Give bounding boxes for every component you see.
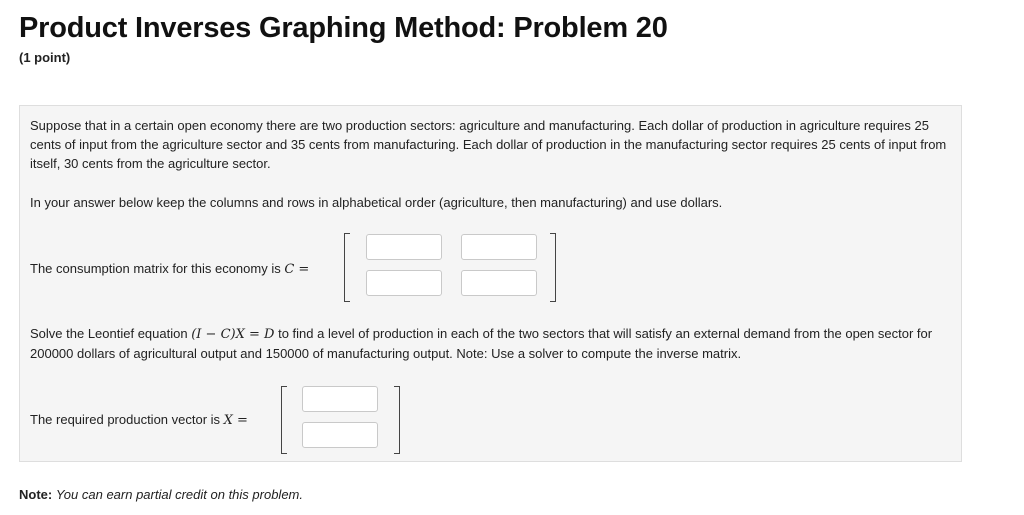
page-title: Product Inverses Graphing Method: Problem 20 (19, 12, 668, 44)
leontief-d: D (264, 327, 275, 342)
matrix-c-r2c2-input[interactable] (461, 270, 537, 296)
leontief-x: X (235, 327, 245, 342)
vector-x-right-bracket (394, 386, 400, 454)
leontief-paragraph (30, 324, 955, 363)
leontief-c: C (220, 327, 231, 342)
production-equals: = (232, 413, 248, 428)
production-label-text: The required production vector is (30, 412, 224, 427)
vector-x-left-bracket (281, 386, 287, 454)
leontief-rest: to find a level of production in each of the two sectors that will satisfy an external demand from the open sector for 200000 dollars of agricultural output and 150000 of manufacturing output. Note: Use a solver to compute the inverse matrix. (30, 326, 933, 361)
consumption-equals: = (294, 262, 310, 277)
problem-paragraph-2: In your answer below keep the columns and rows in alphabetical order (agriculture, then manufacturing) and use dollars. (30, 195, 723, 210)
problem-paragraph-1: Suppose that in a certain open economy there are two production sectors: agriculture and manufacturing. Each dollar of production in agriculture requires 25 cents of input from the agriculture sector and 35 cents from manufacturing. Each dollar of production in the manufacturing sector requires 25 cents of input from itself, 30 cents from the agriculture sector. (30, 118, 947, 171)
matrix-c-left-bracket (344, 233, 350, 302)
leontief-equals: = (244, 327, 265, 342)
matrix-c-r1c2-input[interactable] (461, 234, 537, 260)
partial-credit-note (19, 487, 303, 502)
consumption-symbol: C (284, 262, 295, 277)
production-symbol: X (223, 413, 233, 428)
matrix-c-r1c1-input[interactable] (366, 234, 442, 260)
vector-x-r2-input[interactable] (302, 422, 378, 448)
points-label: (1 point) (19, 50, 71, 65)
leontief-close-paren: ) (230, 327, 236, 342)
leontief-i: I (196, 327, 202, 342)
matrix-c-r2c1-input[interactable] (366, 270, 442, 296)
leontief-intro: Solve the Leontief equation (30, 326, 192, 341)
leontief-open-paren: ( (191, 327, 197, 342)
problem-box (19, 105, 962, 462)
note-label: Note: (19, 487, 53, 502)
consumption-label-text: The consumption matrix for this economy is (30, 261, 285, 276)
vector-x-r1-input[interactable] (302, 386, 378, 412)
production-vector-label (30, 412, 248, 428)
note-text: You can earn partial credit on this problem. (55, 487, 303, 502)
matrix-c-right-bracket (550, 233, 556, 302)
consumption-matrix-label (30, 261, 309, 277)
leontief-minus: − (201, 327, 221, 342)
